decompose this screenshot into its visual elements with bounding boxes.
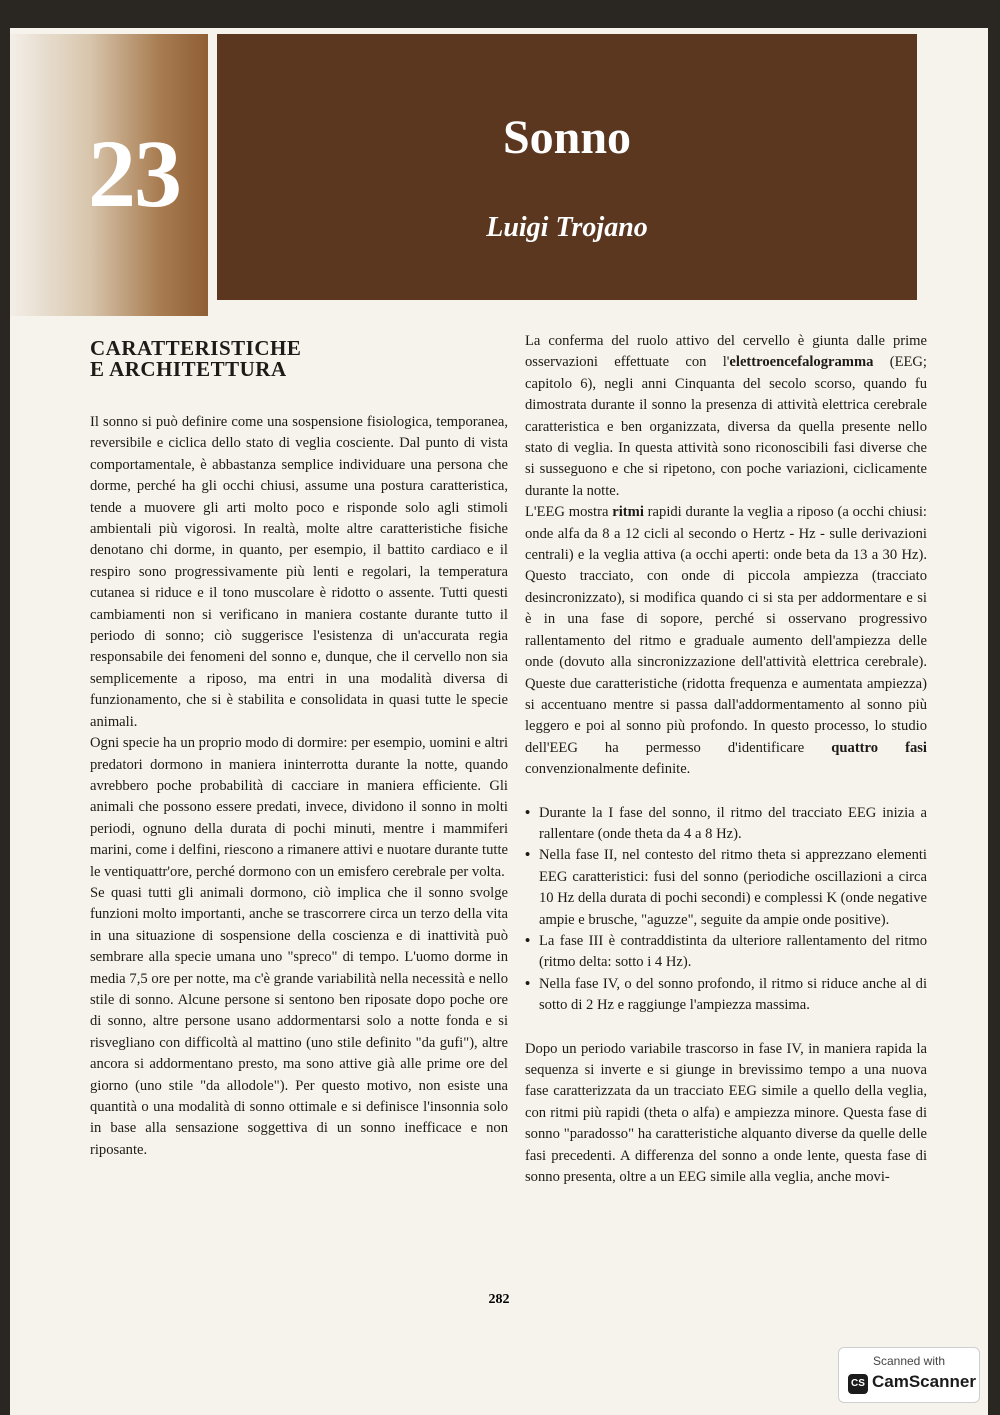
- paragraph: Ogni specie ha un proprio modo di dormire: per esempio, uomini e altri predatori dormono in maniera ininterrotta durante la notte, quando avrebbero poche probabilità di cacciare in maniera efficiente. Gli animali che possono essere predati, invece, dividono il sonno in molti periodi, ognuno della durata di pochi minuti, mentre i mammiferi marini, come i delfini, riescono a rimanere attivi e nuotare durante tutte le ventiquattr'ore, perché dormono con un emisfero cerebrale per volta.: [90, 735, 508, 880]
- camscanner-logo-icon: CS: [848, 1374, 868, 1394]
- chapter-number-box: [10, 34, 208, 316]
- paragraph: Se quasi tutti gli animali dormono, ciò implica che il sonno svolge funzioni molto importanti, anche se trascorrere circa un terzo della vita in una situazione di sospensione della coscienza e di inattività può sembrare alla specie umana uno "spreco" di tempo. L'uomo dorme in media 7,5 ore per notte, ma c'è grande variabilità nella necessità e nello stile di sonno. Alcune persone si sentono ben riposate dopo poche ore di sonno, altre persone usano addormentarsi solo a notte fonda e si risvegliano con difficoltà al mattino (uno stile definito "da gufi"), altre ancora si addormentano presto, ma sono attive già alle prime ore del giorno (uno stile "da allodole"). Per questo motivo, non esiste una quantità o una modalità di sonno ottimale e si definisce l'insonnia solo in base alla sensazione soggettiva di un sonno inefficace e non riposante.: [90, 884, 508, 1158]
- key-term: elettroencefalogramma: [729, 354, 874, 371]
- key-term: quattro fasi: [831, 739, 927, 756]
- chapter-number: 23: [88, 120, 180, 227]
- key-term: ritmi: [612, 504, 644, 521]
- paragraph: [525, 331, 927, 502]
- watermark-brand: CamScanner: [872, 1372, 976, 1391]
- list-item: • Nella fase II, nel contesto del ritmo theta si apprezzano elementi EEG caratteristici: fusi del sonno (periodiche oscillazioni a circa 10 Hz della durata di pochi secondi) e complessi K (onde negative ampie e brusche, "aguzze", seguite da ampie onde positive).: [525, 845, 927, 931]
- text-run: L'EEG mostra: [525, 504, 613, 521]
- section-heading-line1: CARATTERISTICHE: [90, 336, 302, 360]
- list-item: • La fase III è contraddistinta da ulteriore rallentamento del ritmo (ritmo delta: sotto i 4 Hz).: [525, 931, 927, 974]
- watermark-text: Scanned with: [872, 1354, 946, 1368]
- paragraph: Il sonno si può definire come una sospensione fisiologica, temporanea, reversibile e ciclica dello stato di veglia cosciente. Dal punto di vista comportamentale, è abbastanza semplice individuare una persona che dorme, perché ha gli occhi chiusi, assume una postura caratteristica, tende a muovere gli arti molto poco e risponde solo agli stimoli ambientali più vigorosi. In realtà, molte altre caratteristiche fisiche denotano chi dorme, in quanto, per esempio, il battito cardiaco e il respiro sono progressivamente più lenti e regolari, la temperatura cutanea si riduce e il tono muscolare è ridotto o assente. Tutti questi cambiamenti non si verificano in maniera costante durante tutto il periodo di sonno; ciò suggerisce l'esistenza di un'accurata regia responsabile dei fenomeni del sonno e, dunque, che il cervello non sia semplicemente a riposo, ma entri in una modalità diversa di funzionamento, che si è stabilita e consolidata in quasi tutte le specie animali.: [90, 414, 508, 730]
- bullet-list: [525, 803, 927, 1017]
- text-run: rapidi durante la veglia a riposo (a occhi chiusi: onde alfa da 8 a 12 cicli al secondo o Hertz - Hz - sulle derivazioni centrali) e la veglia attiva (a occhi aperti: onde beta da 13 a 30 Hz). Questo tracciato, con onde di piccola ampiezza (tracciato desincronizzato), si modifica quando ci si sta per addormentare e si è in una fase di sopore, perché si osservano progressivo rallentamento del ritmo e graduale aumento dell'ampiezza delle onde (dovuto alla sincronizzazione dell'attività elettrica cerebrale). Queste due caratteristiche (ridotta frequenza e aumentata ampiezza) si accentuano mentre si passa dall'addormentamento al sonno più leggero e poi al sonno più profondo. In questo processo, lo studio dell'EEG ha permesso d'identificare: [525, 504, 927, 756]
- text-run: convenzionalmente definite.: [525, 761, 691, 778]
- book-page: [10, 28, 988, 1415]
- chapter-title-box: [217, 34, 917, 300]
- list-item: • Nella fase IV, o del sonno profondo, il ritmo si riduce anche al di sotto di 2 Hz e raggiunge l'ampiezza massima.: [525, 974, 927, 1017]
- paragraph: Dopo un periodo variabile trascorso in fase IV, in maniera rapida la sequenza si inverte e si giunge in brevissimo tempo a una nuova fase caratterizzata da un tracciato EEG simile a quello della veglia, con ritmi più rapidi (theta o alfa) e ampiezza minore. Questa fase di sonno "paradosso" ha caratteristiche alquanto diverse da quelle delle fasi precedenti. A differenza del sonno a onde lente, questa fase di sonno presenta, oltre a un EEG simile alla veglia, anche movi-: [525, 1040, 927, 1186]
- right-column: [525, 331, 927, 1188]
- chapter-author: Luigi Trojano: [486, 212, 648, 243]
- chapter-title: Sonno: [502, 111, 632, 164]
- list-item: • Durante la I fase del sonno, il ritmo del tracciato EEG inizia a rallentare (onde theta da 4 a 8 Hz).: [525, 803, 927, 846]
- left-column: [90, 338, 508, 1161]
- section-heading: [90, 338, 508, 380]
- paragraph: [525, 502, 927, 780]
- camscanner-watermark: [838, 1347, 980, 1403]
- section-heading-line2: E ARCHITETTURA: [90, 357, 287, 381]
- text-run: (EEG; capitolo 6), negli anni Cinquanta del secolo scorso, quando fu dimostrata durante il sonno la presenza di attività elettrica cerebrale caratteristica e ben organizzata, diversa da quella presente nello stato di veglia. In questa attività sono riconoscibili fasi diverse che si susseguono e che si ripetono, con poche variazioni, ciclicamente durante la notte.: [525, 354, 927, 499]
- text-run: La conferma del ruolo attivo del cervello è giunta dalle prime osservazioni effettuate con l': [525, 333, 927, 371]
- page-number: 282: [488, 1292, 510, 1307]
